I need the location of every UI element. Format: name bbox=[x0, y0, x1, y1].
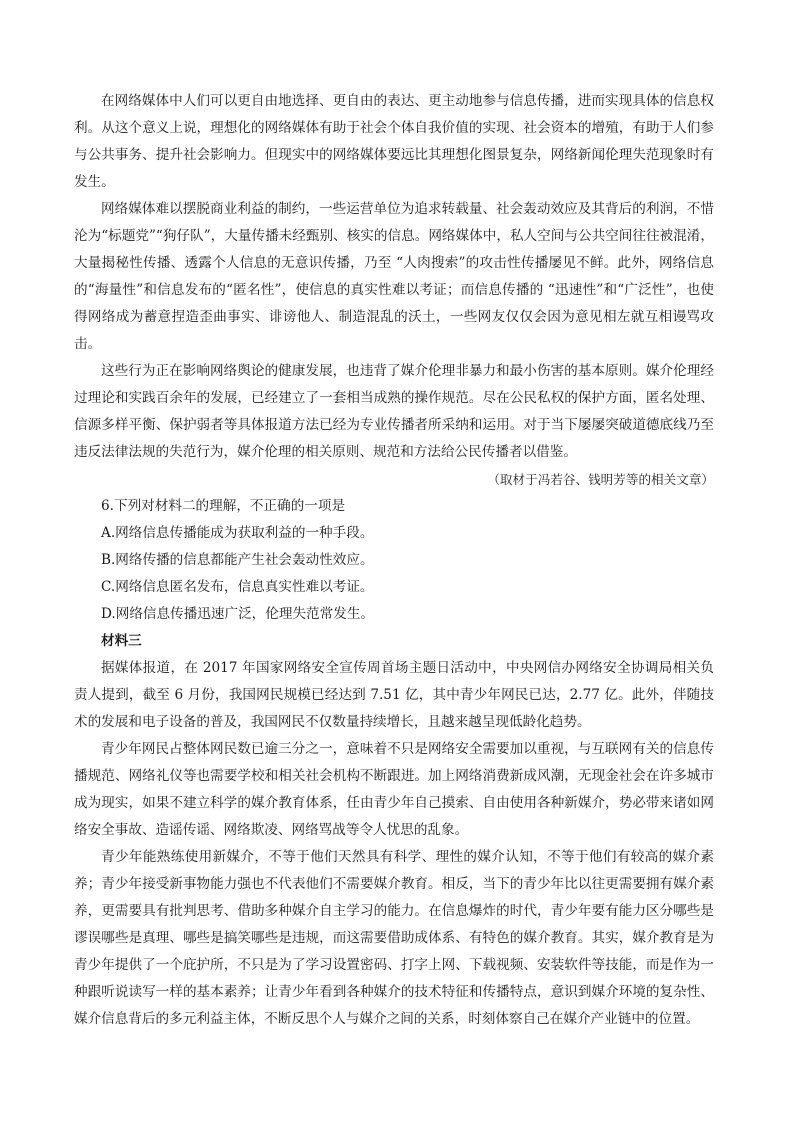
option-c: C.网络信息匿名发布，信息真实性难以考证。 bbox=[101, 579, 374, 595]
material2-paragraph-3: 这些行为正在影响网络舆论的健康发展，也违背了媒介伦理非暴力和最小伤害的基本原则。媒介伦理经过理论和实践百余年的发展，已经建立了一套相当成熟的操作规范。尽在公民私权的保护方面，匿名处理、信源多样平衡、保护弱者等具体报道方法已经为专业传播者所采纳和运用。对于当下屡屡突破道德底线乃至违反法律法规的失范行为，媒介伦理的相关原则、规范和方法给公民传播者以借鉴。 bbox=[74, 363, 714, 460]
material3-paragraph-3: 青少年能熟练使用新媒介，不等于他们天然具有科学、理性的媒介认知，不等于他们有较高的媒介素养；青少年接受新事物能力强也不代表他们不需要媒介教育。相反，当下的青少年比以往更需要拥有媒介素养，更需要具有批判思考、借助多种媒介自主学习的能力。在信息爆炸的时代，青少年要有能力区分哪些是谬误哪些是真理、哪些是搞笑哪些是违规，而这需要借助成体系、有特色的媒介教育。其实，媒介教育是为青少年提供了一个庇护所，不只是为了学习设置密码、打字上网、下载视频、安装软件等技能，而是作为一种跟听说读写一样的基本素养；让青少年看到各种媒介的技术特征和传播特点，意识到媒介环境的复杂性、媒介信息背后的多元利益主体，不断反思个人与媒介之间的关系，时刻体察自己在媒介产业链中的位置。 bbox=[74, 849, 714, 1027]
source-citation: （取材于冯若谷、钱明芳等的相关文章） bbox=[487, 472, 714, 487]
question-stem: 6.下列对材料二的理解，不正确的一项是 bbox=[101, 498, 346, 514]
option-b: B.网络传播的信息都能产生社会轰动性效应。 bbox=[101, 552, 374, 568]
document-page bbox=[74, 88, 714, 1033]
option-d: D.网络信息传播迅速广泛，伦理失范常发生。 bbox=[101, 606, 375, 622]
material3-heading: 材料三 bbox=[101, 633, 142, 649]
material2-paragraph-1: 在网络媒体中人们可以更自由地选择、更自由的表达、更主动地参与信息传播，进而实现具体的信息权利。从这个意义上说，理想化的网络媒体有助于社会个体自我价值的实现、社会资本的增殖，有助于人们参与公共事务、提升社会影响力。但现实中的网络媒体要远比其理想化图景复杂，网络新闻伦理失范现象时有发生。 bbox=[74, 93, 714, 190]
material2-paragraph-2: 网络媒体难以摆脱商业利益的制约，一些运营单位为追求转载量、社会轰动效应及其背后的利润，不惜沦为“标题党”“狗仔队”，大量传播未经甄别、核实的信息。网络媒体中，私人空间与公共空间往往被混淆，大量揭秘性传播、透露个人信息的无意识传播，乃至 “人肉搜索”的攻击性传播屡见不鲜。此外，网络信息的“海量性”和信息发布的“匿名性”，使信息的真实性难以考证；而信息传播的 “迅速性”和“广泛性”，也使得网络成为蓄意捏造歪曲事实、诽谤他人、制造混乱的沃土，一些网友仅仅会因为意见相左就互相谩骂攻击。 bbox=[74, 201, 714, 352]
material3-paragraph-1: 据媒体报道，在 2017 年国家网络安全宣传周首场主题日活动中，中央网信办网络安全协调局相关负责人提到，截至 6 月份，我国网民规模已经达到 7.51 亿，其中青少年网民已达，2.77 亿。此外，伴随技术的发展和电子设备的普及，我国网民不仅数量持续增长，且越来越呈现低龄化趋势。 bbox=[74, 660, 714, 730]
material3-paragraph-2: 青少年网民占整体网民数已逾三分之一，意味着不只是网络安全需要加以重视，与互联网有关的信息传播规范、网络礼仪等也需要学校和相关社会机构不断跟进。加上网络消费新成风潮，无现金社会在许多城市成为现实，如果不建立科学的媒介教育体系，任由青少年自己摸索、自由使用各种新媒介，势必带来诸如网络安全事故、造谣传谣、网络欺凌、网络骂战等令人忧思的乱象。 bbox=[74, 741, 714, 838]
option-a: A.网络信息传播能成为获取利益的一种手段。 bbox=[101, 525, 374, 541]
